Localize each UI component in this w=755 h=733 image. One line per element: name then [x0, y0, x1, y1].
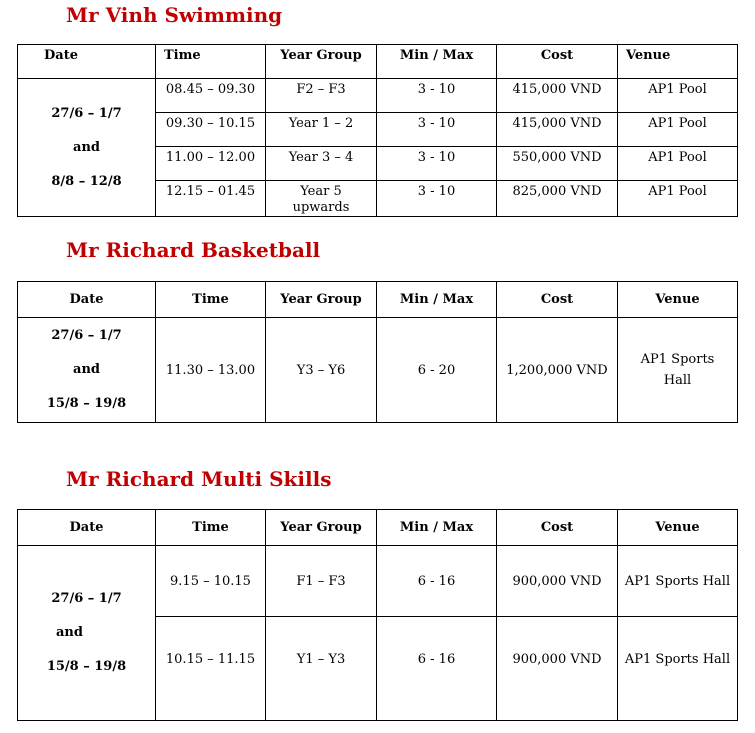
min-max-cell: 3 - 10 [377, 147, 497, 181]
swimming-table [17, 44, 738, 217]
table-row [18, 546, 738, 617]
table-row [18, 79, 738, 113]
min-max-cell: 6 - 20 [377, 318, 497, 423]
cost-cell: 550,000 VND [497, 147, 618, 181]
table-header-row [18, 510, 738, 546]
header-cost: Cost [497, 510, 618, 546]
header-time: Time [156, 45, 266, 79]
date-range-2: 15/8 – 19/8 [46, 396, 127, 411]
header-date: Date [18, 510, 156, 546]
venue-cell: AP1 Pool [618, 79, 738, 113]
header-date: Date [18, 45, 156, 79]
header-year-group: Year Group [266, 45, 377, 79]
header-year-group: Year Group [266, 282, 377, 318]
date-range-2: 8/8 – 12/8 [51, 173, 122, 189]
venue-cell: AP1 Pool [618, 147, 738, 181]
date-and: and [56, 625, 83, 640]
header-date: Date [18, 282, 156, 318]
table-header-row [18, 282, 738, 318]
min-max-cell: 3 - 10 [377, 79, 497, 113]
header-min-max: Min / Max [377, 510, 497, 546]
year-group-cell: Y1 – Y3 [266, 617, 377, 721]
section-title-swimming: Mr Vinh Swimming [66, 3, 283, 27]
header-time: Time [156, 282, 266, 318]
year-group-cell: Year 5 upwards [266, 181, 377, 217]
header-year-group: Year Group [266, 510, 377, 546]
date-cell [18, 318, 156, 423]
header-cost: Cost [497, 45, 618, 79]
min-max-cell: 3 - 10 [377, 181, 497, 217]
year-group-cell: F2 – F3 [266, 79, 377, 113]
cost-cell: 1,200,000 VND [497, 318, 618, 423]
year-group-cell: Y3 – Y6 [266, 318, 377, 423]
date-range-1: 27/6 – 1/7 [51, 591, 122, 606]
time-cell: 11.30 – 13.00 [156, 318, 266, 423]
venue-cell: AP1 Pool [618, 113, 738, 147]
cost-cell: 825,000 VND [497, 181, 618, 217]
section-title-multi-skills: Mr Richard Multi Skills [66, 467, 332, 491]
header-venue: Venue [618, 510, 738, 546]
date-range-1: 27/6 – 1/7 [51, 328, 122, 343]
cost-cell: 415,000 VND [497, 113, 618, 147]
year-group-cell: F1 – F3 [266, 546, 377, 617]
year-group-cell: Year 3 – 4 [266, 147, 377, 181]
cost-cell: 900,000 VND [497, 546, 618, 617]
header-min-max: Min / Max [377, 282, 497, 318]
year-group-cell: Year 1 – 2 [266, 113, 377, 147]
time-cell: 10.15 – 11.15 [156, 617, 266, 721]
min-max-cell: 3 - 10 [377, 113, 497, 147]
cost-cell: 415,000 VND [497, 79, 618, 113]
venue-cell: AP1 Sports Hall [618, 546, 738, 617]
header-cost: Cost [497, 282, 618, 318]
multi-skills-table [17, 509, 738, 721]
venue-cell: AP1 Sports Hall [618, 617, 738, 721]
table-header-row [18, 45, 738, 79]
date-and: and [73, 139, 100, 155]
time-cell: 9.15 – 10.15 [156, 546, 266, 617]
cost-cell: 900,000 VND [497, 617, 618, 721]
header-time: Time [156, 510, 266, 546]
date-range-2: 15/8 – 19/8 [46, 659, 127, 674]
date-cell [18, 79, 156, 217]
table-row [18, 318, 738, 423]
time-cell: 12.15 – 01.45 [156, 181, 266, 217]
time-cell: 08.45 – 09.30 [156, 79, 266, 113]
venue-cell: AP1 Sports Hall [618, 318, 738, 423]
min-max-cell: 6 - 16 [377, 617, 497, 721]
time-cell: 11.00 – 12.00 [156, 147, 266, 181]
time-cell: 09.30 – 10.15 [156, 113, 266, 147]
date-cell [18, 546, 156, 721]
date-range-1: 27/6 – 1/7 [51, 105, 122, 121]
venue-cell: AP1 Pool [618, 181, 738, 217]
basketball-table [17, 281, 738, 423]
date-and: and [73, 362, 100, 377]
min-max-cell: 6 - 16 [377, 546, 497, 617]
header-venue: Venue [618, 282, 738, 318]
section-title-basketball: Mr Richard Basketball [66, 238, 321, 262]
header-min-max: Min / Max [377, 45, 497, 79]
header-venue: Venue [618, 45, 738, 79]
